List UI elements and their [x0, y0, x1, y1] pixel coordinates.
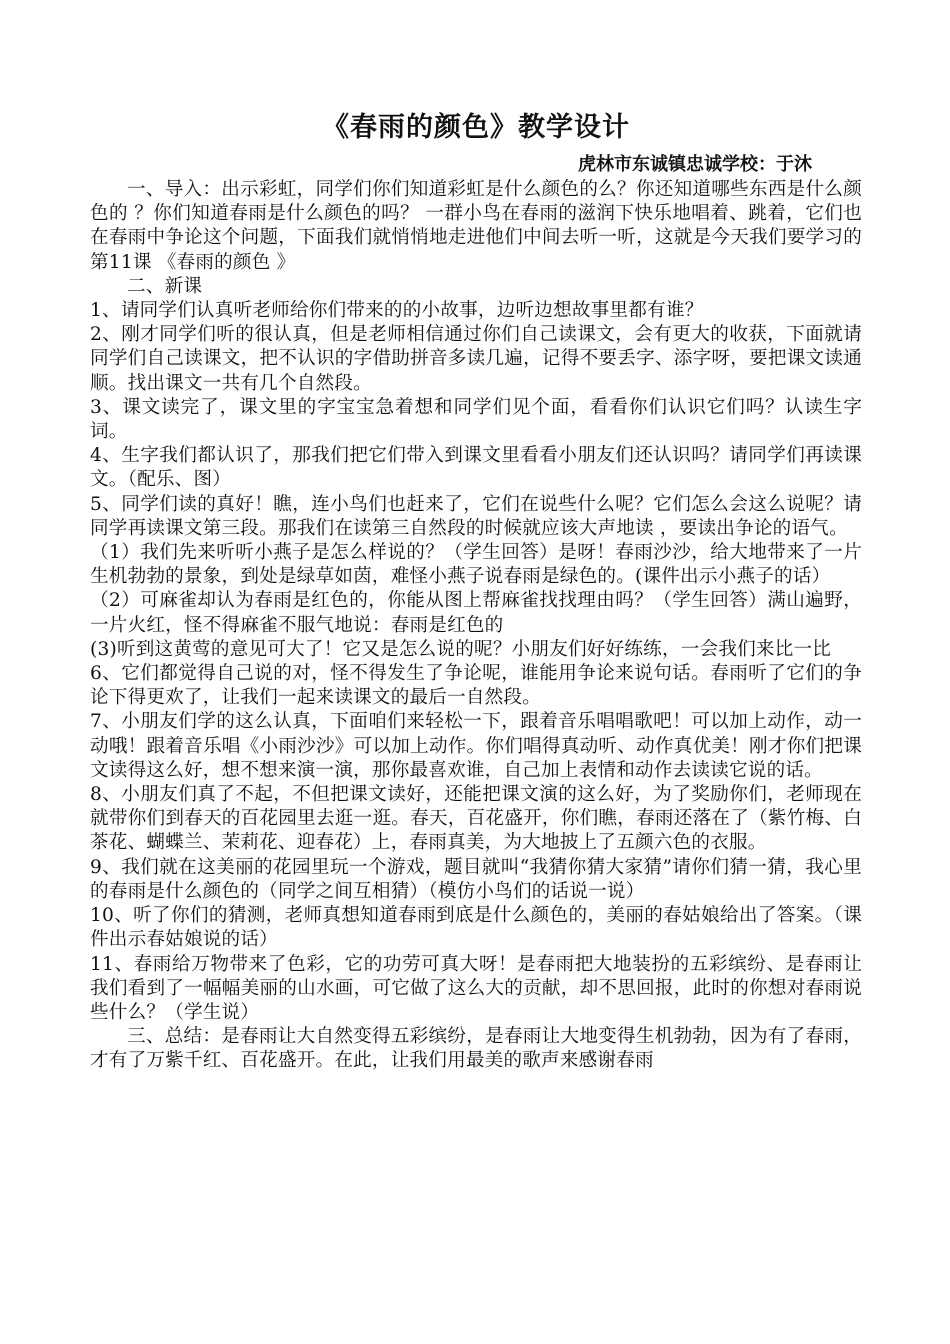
paragraph-step-6: 6、它们都觉得自己说的对，怪不得发生了争论呢，谁能用争论来说句话。春雨听了它们的争论下得更欢了，让我们一起来读课文的最后一自然段。 [90, 663, 862, 709]
document-title: 《春雨的颜色》教学设计 [322, 112, 630, 143]
paragraph-step-7: 7、小朋友们学的这么认真，下面咱们来轻松一下，跟着音乐唱唱歌吧！可以加上动作，动一动哦！跟着音乐唱《小雨沙沙》可以加上动作。你们唱得真动听、动作真优美！刚才你们把课文读得这么好，想不想来演一演，那你最喜欢谁，自己加上表情和动作去读读它说的话。 [90, 711, 862, 781]
paragraph-step-10: 10、听了你们的猜测，老师真想知道春雨到底是什么颜色的，美丽的春姑娘给出了答案。（课件出示春姑娘说的话） [90, 905, 862, 951]
paragraph-summary: 三、总结：是春雨让大自然变得五彩缤纷，是春雨让大地变得生机勃勃，因为有了春雨，才有了万紫千红、百花盛开。在此，让我们用最美的歌声来感谢春雨 [90, 1026, 862, 1072]
paragraph-step-1: 1、请同学们认真听老师给你们带来的的小故事，边听边想故事里都有谁？ [90, 300, 704, 322]
paragraph-step-4: 4、生字我们都认识了，那我们把它们带入到课文里看看小朋友们还认识吗？请同学们再读课文。（配乐、图） [90, 445, 862, 491]
paragraph-step-5-sub-3: (3)听到这黄莺的意见可大了！它又是怎么说的呢？小朋友们好好练练，一会我们来比一比 [90, 638, 832, 660]
author-line: 虎林市东诚镇忠诚学校：于沐 [578, 154, 812, 175]
paragraph-step-2: 2、刚才同学们听的很认真，但是老师相信通过你们自己读课文，会有更大的收获，下面就请同学们自己读课文，把不认识的字借助拼音多读几遍，记得不要丢字、添字呀，要把课文读通顺。找出课文一共有几个自然段。 [90, 324, 862, 394]
document-page [90, 110, 862, 1074]
paragraph-step-9: 9、我们就在这美丽的花园里玩一个游戏，题目就叫“我猜你猜大家猜”请你们猜一猜，我心里的春雨是什么颜色的（同学之间互相猜）（模仿小鸟们的话说一说） [90, 856, 862, 902]
paragraph-step-3: 3、课文读完了，课文里的字宝宝急着想和同学们见个面，看看你们认识它们吗？认读生字词。 [90, 396, 862, 443]
section-heading-new-lesson: 二、新课 [127, 275, 203, 297]
paragraph-step-5-sub-1: （1）我们先来听听小燕子是怎么样说的？（学生回答）是呀！春雨沙沙，给大地带来了一片生机勃勃的景象，到处是绿草如茵，难怪小燕子说春雨是绿色的。(课件出示小燕子的话） [90, 542, 862, 588]
paragraph-step-5-sub-2: （2）可麻雀却认为春雨是红色的，你能从图上帮麻雀找找理由吗？（学生回答）满山遍野，一片火红，怪不得麻雀不服气地说：春雨是红色的 [90, 590, 862, 636]
paragraph-intro: 一、导入：出示彩虹，同学们你们知道彩虹是什么颜色的么？你还知道哪些东西是什么颜色的 ？你们知道春雨是什么颜色的吗？ 一群小鸟在春雨的滋润下快乐地唱着、跳着，它们也在春雨中争论这个问题，下面我们就悄悄地走进他们中间去听一听，这就是今天我们要学习的第11课 《春雨的颜色 》 [90, 179, 862, 273]
paragraph-step-5: 5、同学们读的真好！瞧，连小鸟们也赶来了，它们在说些什么呢？它们怎么会这么说呢？请同学再读课文第三段。那我们在读第三自然段的时候就应该大声地读 ，要读出争论的语气。 [90, 493, 862, 539]
paragraph-step-8: 8、小朋友们真了不起，不但把课文读好，还能把课文演的这么好，为了奖励你们，老师现在就带你们到春天的百花园里去逛一逛。春天，百花盛开，你们瞧，春雨还落在了（紫竹梅、白茶花、蝴蝶兰、茉莉花、迎春花）上，春雨真美，为大地披上了五颜六色的衣服。 [90, 784, 862, 854]
paragraph-step-11: 11、春雨给万物带来了色彩，它的功劳可真大呀！是春雨把大地装扮的五彩缤纷、是春雨让我们看到了一幅幅美丽的山水画，可它做了这么大的贡献，却不思回报，此时的你想对春雨说些什么？（学生说） [90, 953, 862, 1023]
document-body [90, 178, 862, 1074]
